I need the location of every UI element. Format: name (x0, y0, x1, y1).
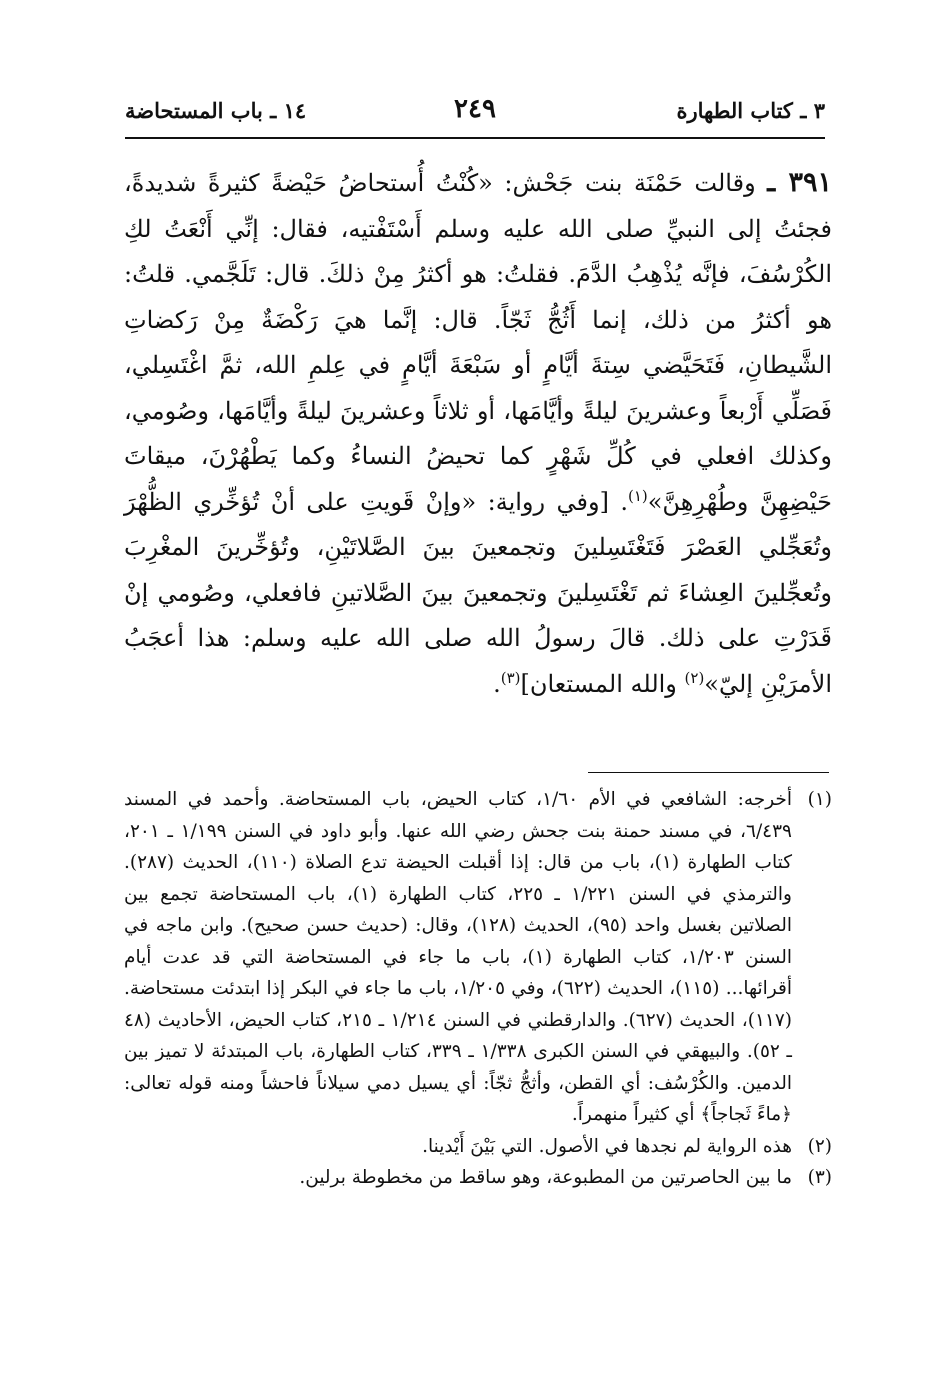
footnotes (124, 784, 832, 1194)
page-number: ٢٤٩ (454, 94, 496, 124)
footnote (124, 1131, 832, 1163)
hadith-number: ٣٩١ ـ (767, 167, 832, 198)
footnote-ref-1: (١) (627, 486, 648, 505)
header-rule (125, 137, 825, 139)
footnote-separator (588, 772, 829, 773)
footnote-text: أخرجه: الشافعي في الأم ١/٦٠، كتاب الحيض، باب المستحاضة. وأحمد في المسند ٦/٤٣٩، في مسند حمنة بنت جحش رضي الله عنها. وأبو داود في السنن ١/١٩٩ ـ ٢٠١، كتاب الطهارة (١)، باب من قال: إذا أقبلت الحيضة تدع الصلاة (١١٠)، الحديث (٢٨٧). والترمذي في السنن ١/٢٢١ ـ ٢٢٥، كتاب الطهارة (١)، باب المستحاضة تجمع بين الصلاتين بغسل واحد (٩٥)، الحديث (١٢٨)، وقال: (حديث حسن صحيح). وابن ماجه في السنن ١/٢٠٣، كتاب الطهارة (١)، باب ما جاء في المستحاضة التي قد عدت أيام أقرائها... (١١٥)، الحديث (٦٢٢)، وفي ١/٢٠٥، باب ما جاء في البكر إذا ابتدئت مستحاضة. (١١٧)، الحديث (٦٢٧). والدارقطني في السنن ١/٢١٤ ـ ٢١٥، كتاب الحيض، الأحاديث (٤٨ ـ ٥٢). والبيهقي في السنن الكبرى ١/٣٣٨ ـ ٣٣٩، كتاب الطهارة، باب المبتدئة لا تميز بين الدمين. والكُرْسُف: أي القطن، وأثجُّ ثجّاً: أي يسيل دمي سيلاناً فاحشاً ومنه قوله تعالى: ﴿ماءً ثَجاجاً﴾ أي كثيراً منهمراً. (124, 789, 793, 1125)
footnote-number: (٢) (807, 1135, 832, 1157)
running-header (125, 92, 825, 132)
hadith-end: . (493, 669, 501, 698)
hadith-closing: والله المستعان] (520, 669, 685, 698)
hadith-paragraph (124, 160, 832, 707)
hadith-body: وقالت حَمْنَة بنت جَحْش: «كُنْتُ أُستحاضُ حَيْضةً كثيرةً شديدةً، فجئتُ إلى النبيِّ صلى الله عليه وسلم أَسْتَفْتيه، فقال: إنِّي أَنْعَتُ لكِ الكُرْسُفَ، فإنَّه يُذْهِبُ الدَّمَ. فقلتُ: هو أكثرُ مِنْ ذلكَ. قال: تَلَجَّمي. قلتُ: هو أكثرُ من ذلك، إنما أَثُجُّ ثَجّاً. قال: إنَّما هيَ رَكْضَةٌ مِنْ رَكضاتِ الشَّيطانِ، فَتَحَيَّضي سِتةَ أيَّامٍ أو سَبْعَةَ أيَّامٍ في عِلمِ الله، ثمَّ اغْتَسِلي، فَصَلِّي أَرْبعاً وعشرينَ ليلةً وأيَّامَها، أو ثلاثاً وعشرينَ ليلةً وأيَّامَها، وصُومي، وكذلك افعلي في كُلِّ شَهْرٍ كما تحيضُ النساءُ وكما يَطْهُرْنَ، ميقاتَ حَيْضِهِنَّ وطُهْرِهِنَّ» (124, 169, 832, 516)
hadith-text (124, 160, 832, 707)
footnote-number: (١) (807, 789, 832, 810)
footnote (124, 784, 832, 1131)
footnote-text: هذه الرواية لم نجدها في الأصول. التي بَيْنَ أَيْدينا. (422, 1135, 792, 1157)
hadith-variant: . [وفي رواية: «وإنْ قَويتِ على أنْ تُؤخِّري الظُّهْرَ وتُعَجِّلي العَصْرَ فَتَغْتَسِلينَ وتجمعينَ بينَ الصَّلاتَيْنِ، وتُؤخِّرينَ المغْرِبَ وتُعجِّلينَ العِشاءَ ثم تَغْتَسِلينَ وتجمعينَ بينَ الصَّلاتينِ فافعلي، وصُومي إنْ قَدَرْتِ على ذلك. قالَ رسولُ الله صلى الله عليه وسلم: هذا أعجَبُ الأمرَيْنِ إليّ» (124, 487, 833, 698)
header-section: ١٤ ـ باب المستحاضة (125, 98, 307, 123)
footnote-text: ما بين الحاصرتين من المطبوعة، وهو ساقط من مخطوطة برلين. (299, 1167, 792, 1188)
footnote (124, 1162, 832, 1194)
footnote-ref-2: (٢) (684, 668, 705, 687)
footnote-ref-3: (٣) (500, 668, 521, 687)
header-chapter: ٣ ـ كتاب الطهارة (676, 98, 825, 123)
footnote-number: (٣) (807, 1167, 832, 1188)
